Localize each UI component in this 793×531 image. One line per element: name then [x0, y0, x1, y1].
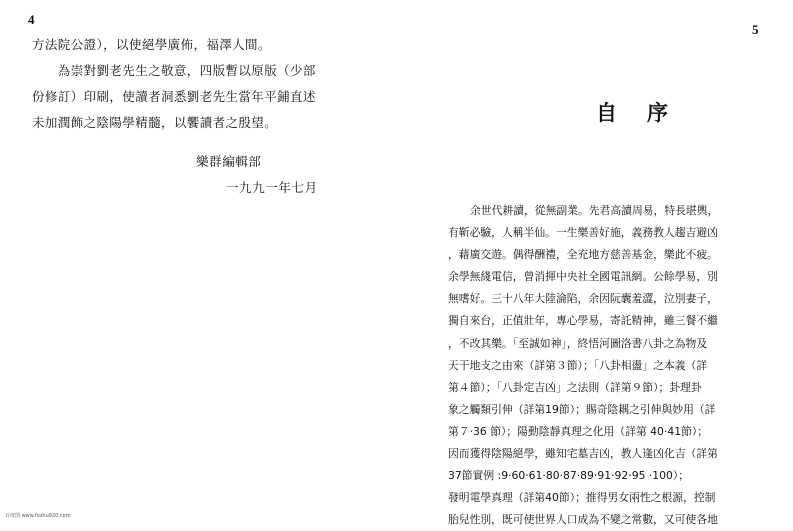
text-line: 第７‧36 節）；陽動陰靜真理之化用（詳第 40‧41節）； — [448, 424, 709, 438]
text-line: 胎兒性別，既可使世界人口成為不變之常數，又可使各地 — [448, 513, 718, 527]
text-line: 方法院公證），以使絕學廣佈，福澤人間。 — [32, 37, 271, 52]
left-page-text — [32, 32, 332, 136]
signature-date: 一九九一年七月 — [226, 180, 318, 195]
page-number-right: 5 — [752, 22, 759, 37]
right-page — [396, 0, 793, 527]
left-page — [0, 0, 396, 524]
text-line: 因而獲得陰陽絕學，雖知宅墓吉凶，教人逢凶化吉（詳第 — [448, 447, 718, 461]
page-title: 自序 — [596, 101, 698, 125]
signature-org: 樂群編輯部 — [196, 154, 262, 169]
text-line: 有靳必驗，人稱半仙。一生樂善好施，義務教人趨吉避凶 — [448, 226, 718, 240]
preface-body — [448, 200, 774, 531]
text-line: 第４節）；「八卦定吉凶」之法則（詳第９節）；卦理卦 — [448, 380, 702, 394]
text-line: 未加潤飾之陰陽學精髓，以饗讀者之殷望。 — [32, 115, 278, 130]
page-number-left: 4 — [28, 12, 35, 27]
text-line: 無嗜好。三十八年大陸淪陷，余因阮囊羞澀，泣別妻子， — [448, 292, 718, 306]
text-line: 余學無綫電信，曾消揮中央社全國電訊網。公餘學易，別 — [448, 270, 718, 284]
text-line: 余世代耕讀，從無副業。先君高讀周易，特長堪輿， — [470, 204, 719, 217]
text-line: 天干地支之由來（詳第３節）；「八卦相盪」之本義（詳 — [448, 358, 708, 372]
footer-watermark: 百度图 www.fozhu920.com — [5, 513, 71, 519]
text-line: 37節實例 :9‧60‧61‧80‧87‧89‧91‧92‧95 ‧100）； — [448, 469, 690, 483]
text-line: 獨自來台，正值壯年，專心學易，寄託精神，雖三餐不繼 — [448, 314, 718, 328]
text-line: 象之觸類引伸（詳第19節）；賜奇陰耦之引伸與妙用（詳 — [448, 402, 716, 416]
text-line: ，不改其樂。「至誠如神」，終悟河圖洛書八卦之為物及 — [448, 336, 708, 350]
text-line: 發明電學真理（詳第40節）；推得男女兩性之根源，控制 — [448, 491, 716, 505]
text-line: 份修訂）印刷，使讀者洞悉劉老先生當年平鋪直述 — [32, 89, 316, 104]
text-line: 為崇對劉老先生之敬意，四版暫以原版（少部 — [32, 63, 316, 78]
text-line: ，藉廣交遊。偶得酬禮，全充地方慈善基金，樂此不疲。 — [448, 248, 718, 262]
